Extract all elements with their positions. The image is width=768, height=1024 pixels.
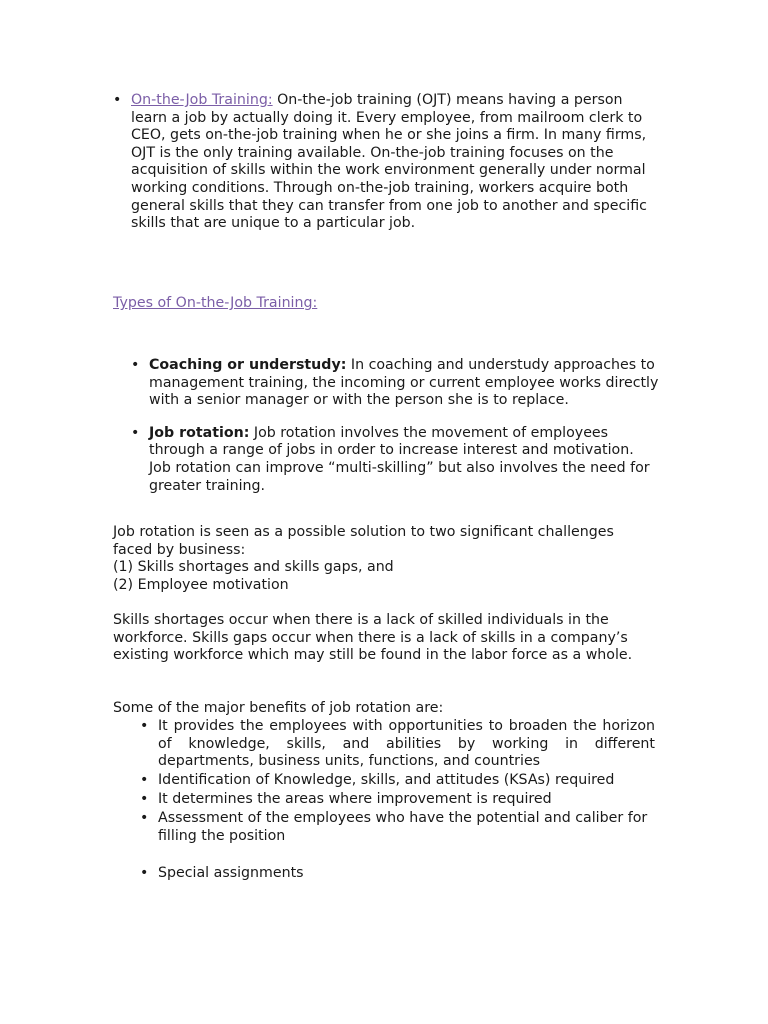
benefit-item: • It determines the areas where improvement is required [158,791,655,809]
ojt-item [131,92,656,233]
benefit-item: • Assessment of the employees who have the potential and caliber for filling the position [158,810,655,845]
types-list [149,357,659,495]
type-item-coaching [149,357,659,410]
ojt-list [131,92,656,233]
benefits-intro: Some of the major benefits of job rotation are: [113,700,444,716]
type-term: Coaching or understudy: [149,357,347,373]
type-text: In coaching and understudy approaches to management training, the incoming or current employee works directly with a senior manager or with the person she is to replace. [149,357,659,409]
type-item-job-rotation [149,425,659,495]
type-term: Job rotation: [149,424,250,441]
ojt-text: On-the-job training (OJT) means having a person learn a job by actually doing it. Every employee, from mailroom clerk to CEO, gets on-the-job training when he or she joins a firm. In many firms, OJT is the only training available. On-the-job training focuses on the acquisition of skills within the work environment generally under normal working conditions. Through on-the-job training, workers acquire both general skills that they can transfer from one job to another and specific skills that are unique to a particular job. [131,92,647,232]
challenge-1: (1) Skills shortages and skills gaps, and [113,559,394,575]
benefit-item: • It provides the employees with opportunities to broaden the horizon of knowledge, skills, and abilities by working in different departments, business units, functions, and countries [158,718,655,771]
challenge-2: (2) Employee motivation [113,577,289,593]
special-list [158,865,655,883]
type-text: Job rotation involves the movement of employees through a range of jobs in order to increase interest and motivation. Job rotation can improve “multi-skilling” but also involves the need for greater training. [149,424,650,494]
skills-paragraph: Skills shortages occur when there is a lack of skilled individuals in the workforce. Skills gaps occur when there is a lack of skills in a company’s existing workforce which may still be found in the labor force as a whole. [113,612,633,664]
types-heading-link[interactable]: Types of On-the-Job Training: [113,295,318,311]
ojt-heading-link[interactable]: On-the-Job Training: [131,92,273,108]
benefits-list [158,718,655,846]
special-item: • Special assignments [158,865,655,883]
rotation-intro: Job rotation is seen as a possible solution to two significant challenges faced by business: [113,524,614,558]
benefit-item: • Identification of Knowledge, skills, and attitudes (KSAs) required [158,772,655,790]
